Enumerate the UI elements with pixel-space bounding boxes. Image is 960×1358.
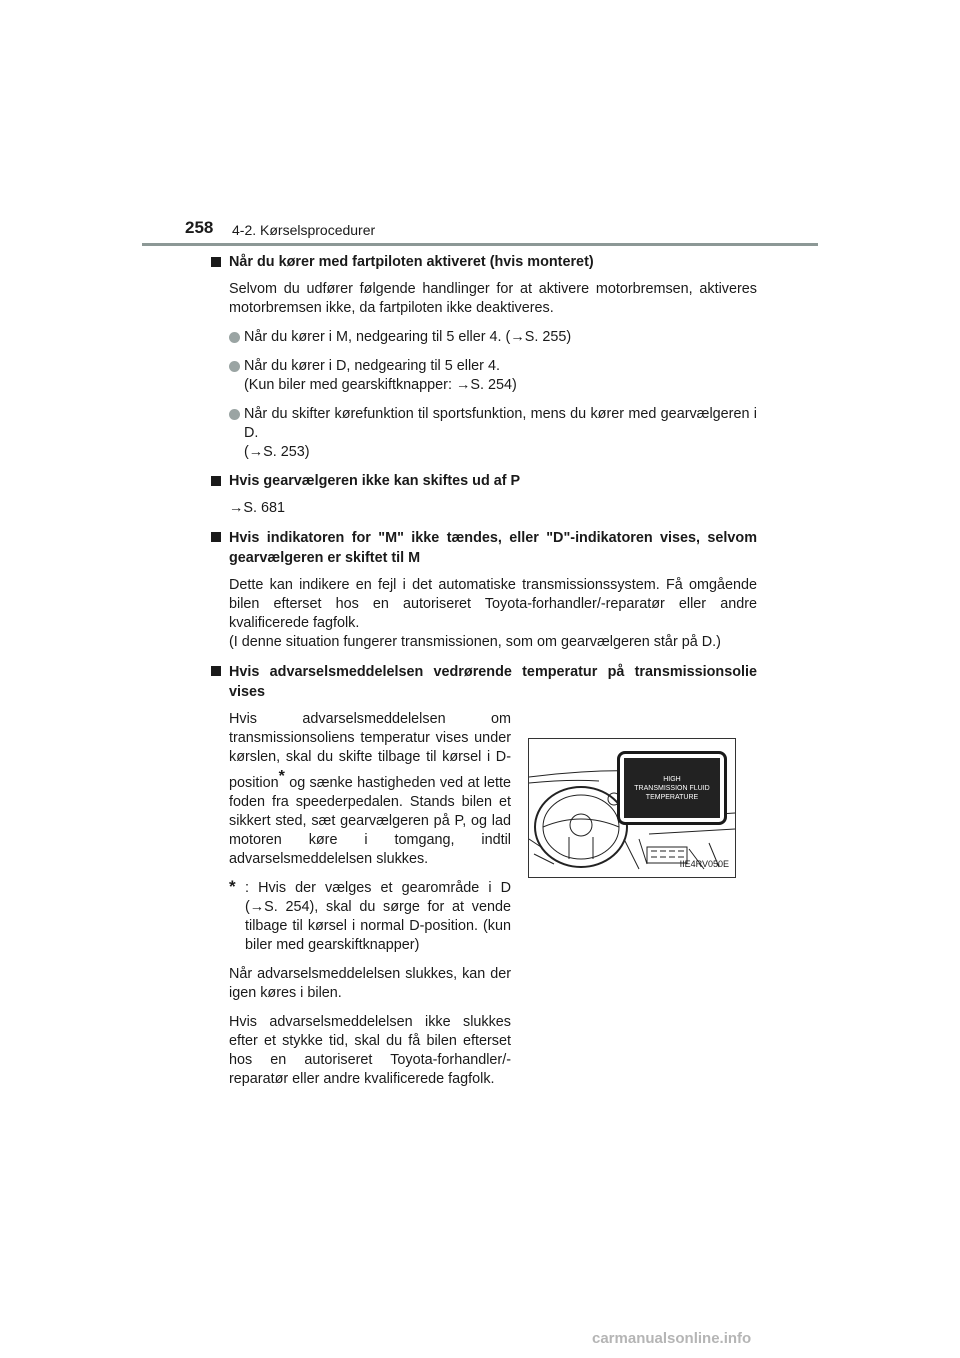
bullet-item: Når du kører i M, nedgearing til 5 eller 4. (→S. 255) [229,328,757,347]
body-content [211,253,757,1099]
dashboard-illustration [528,738,736,878]
paragraph-m-indicator: Dette kan indikere en fejl i det automatiske transmissionssystem. Få omgående bilen efterset hos en autoriseret Toyota-forhandler/-reparatør eller andre kvalificerede fagfolk. [229,577,757,631]
heading-cruise-control: Når du kører med fartpiloten aktiveret (hvis monteret) [211,253,757,272]
heading-transmission-temp: Hvis advarselsmeddelelsen vedrørende temperatur på transmissionsolie vises [211,662,757,702]
figure-code: IIE4RV050E [679,859,729,869]
paragraph-warning-off: Når advarselsmeddelelsen slukkes, kan der igen køres i bilen. [229,965,511,1001]
paragraph-gear-stuck: →S. 681 [229,500,285,516]
footnote-marker: * [278,768,285,785]
note-m-indicator: (I denne situation fungerer transmissionen, som om gearvælgeren står på D.) [229,634,721,650]
page-number: 258 [185,218,214,237]
paragraph-warning-intro-b: og sænke hastigheden ved at lette foden fra speederpedalen. Stands bilen et sikkert sted, sæt gearvælgeren på P, og lad motoren køre i tomgang, indtil advarselsmeddelelsen slukkes. [229,774,511,867]
section-title: 4-2. Kørselsprocedurer [232,222,376,238]
paragraph-warning-intro [229,710,511,869]
paragraph-cruise-control: Selvom du udfører følgende handlinger for at aktivere motorbremsen, aktiveres motorbremsen ikke, da fartpiloten ikke deaktiveres. [229,281,757,316]
paragraph-warning-intro-a: Hvis advarselsmeddelelsen om transmissionsoliens temperatur vises under kørslen, skal du skifte tilbage til kørsel i D-position [229,711,511,791]
header-rule [142,243,818,246]
footnote-star: * [229,876,236,896]
warning-section [211,710,757,1089]
heading-gear-stuck: Hvis gearvælgeren ikke kan skiftes ud af P [211,472,757,491]
footnote [229,876,511,955]
bullet-item: Når du kører i D, nedgearing til 5 eller 4. (Kun biler med gearskiftknapper: →S. 254) [229,357,757,395]
watermark: carmanualsonline.info [592,1330,752,1347]
warning-message-text: HIGH TRANSMISSION FLUID TEMPERATURE [624,758,720,818]
heading-m-indicator: Hvis indikatoren for "M" ikke tændes, eller "D"-indikatoren vises, selvom gearvælgeren er skiftet til M [211,528,757,568]
warning-message-display [617,751,727,825]
footnote-text: : Hvis der vælges et gearområde i D (→S. 254), skal du sørge for at vende tilbage til kørsel i normal D-position. (kun biler med gearskiftknapper) [245,879,511,953]
paragraph-warning-persists: Hvis advarselsmeddelelsen ikke slukkes efter et stykke tid, skal du få bilen efterset hos en autoriseret Toyota-forhandler/-reparatør eller andre kvalificerede fagfolk. [229,1013,511,1087]
bullet-item: Når du skifter kørefunktion til sportsfunktion, mens du kører med gearvælgeren i D. (→S. 253) [229,405,757,462]
